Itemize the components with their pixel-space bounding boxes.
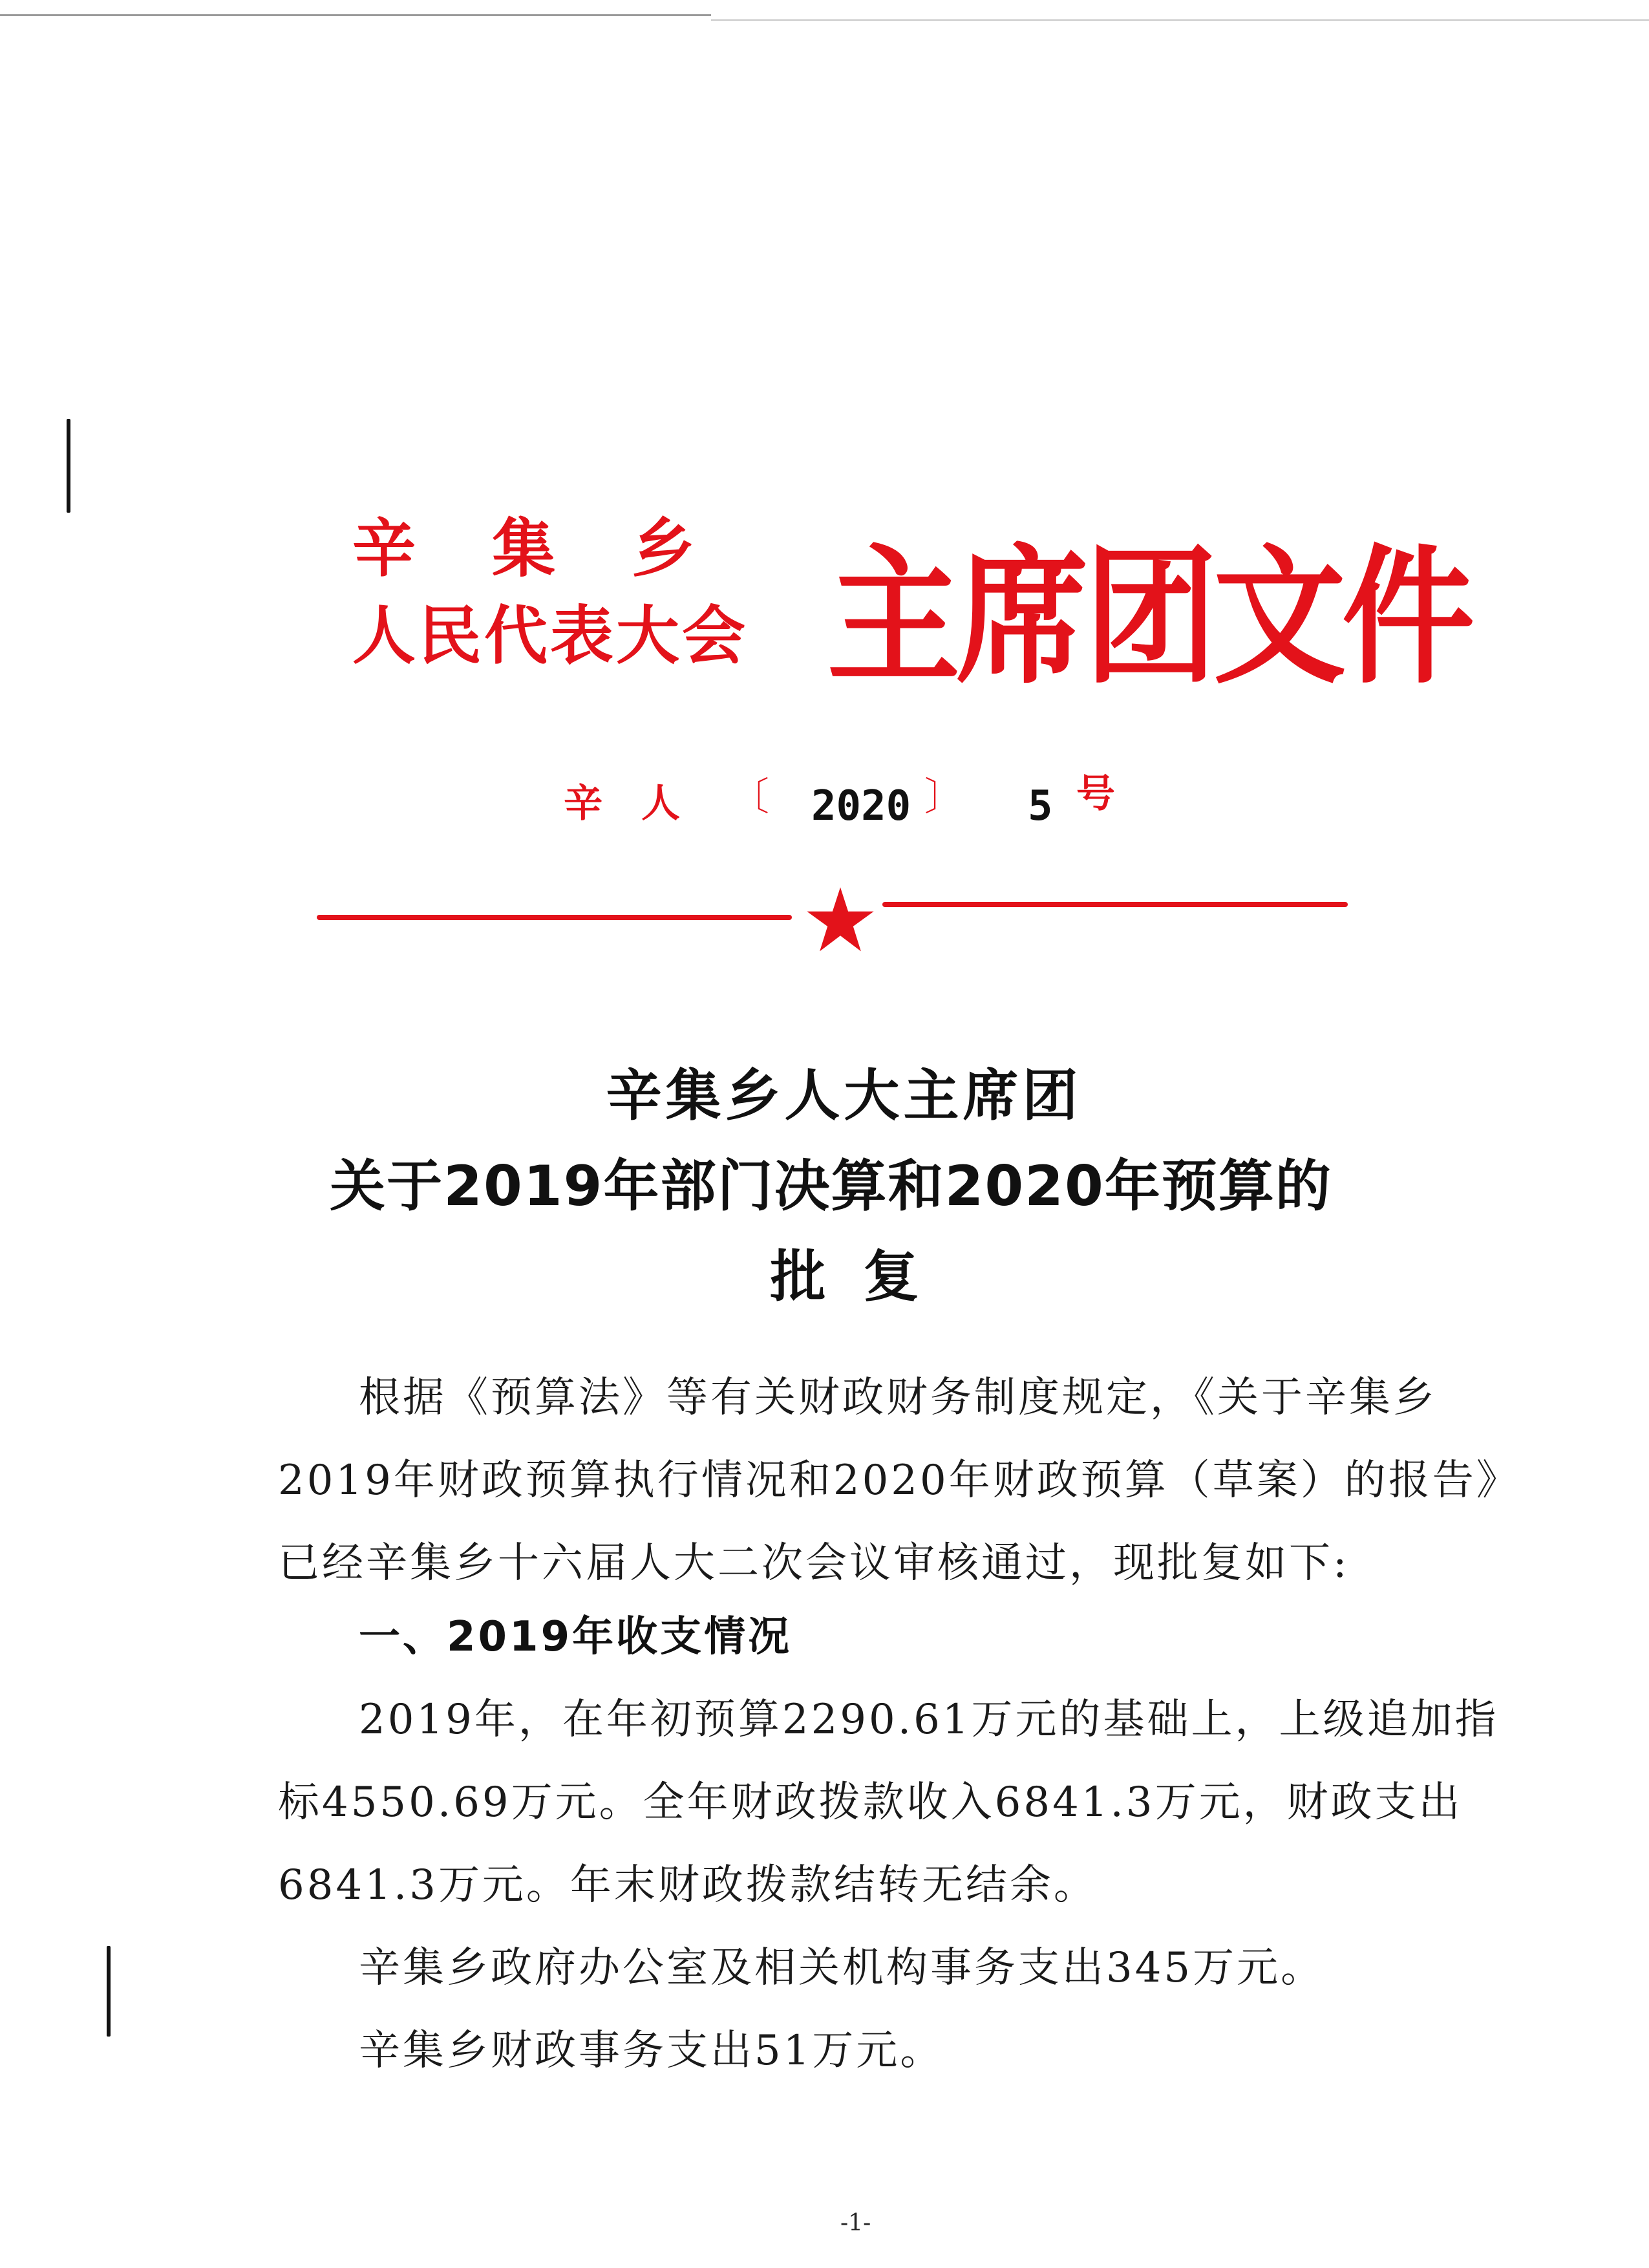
masthead-doc-type: 主席团文件 (827, 531, 1471, 705)
body-paragraph-line: 根据《预算法》等有关财政财务制度规定，《关于辛集乡 (359, 1374, 1437, 1422)
doc-number-right-bracket: 〕 (924, 775, 963, 820)
doc-title-line3: 批复 (770, 1245, 957, 1309)
body-paragraph-line: 6841.3万元。年末财政拨款结转无结余。 (278, 1861, 1098, 1909)
masthead-org-line2: 人民代表大会 (352, 599, 749, 673)
doc-title-line1: 辛集乡人大主席团 (606, 1064, 1082, 1128)
doc-number-prefix: 辛人 (564, 781, 719, 826)
red-divider-left (317, 915, 792, 920)
doc-number-suffix: 号 (1076, 771, 1115, 817)
body-paragraph-line: 辛集乡财政事务支出51万元。 (359, 2027, 944, 2075)
body-paragraph-line: 标4550.69万元。全年财政拨款收入6841.3万元，财政支出 (278, 1779, 1463, 1826)
doc-number-year: 2020 (811, 782, 911, 830)
body-paragraph-line: 辛集乡政府办公室及相关机构事务支出345万元。 (359, 1944, 1325, 1992)
body-paragraph-line: 2019年，在年初预算2290.61万元的基础上，上级追加指 (359, 1696, 1499, 1744)
scan-edge-line (711, 19, 1649, 21)
doc-number-value: 5 (1028, 782, 1053, 830)
masthead-org-line1: 辛集乡 (352, 512, 772, 586)
red-divider-right (882, 902, 1348, 907)
page-number: -1- (840, 2210, 871, 2236)
scan-edge-line (0, 14, 711, 16)
binding-mark (107, 1946, 111, 2037)
doc-number-left-bracket: 〔 (730, 775, 769, 820)
star-icon (805, 884, 876, 956)
body-paragraph-line: 已经辛集乡十六届人大二次会议审核通过，现批复如下: (278, 1539, 1350, 1587)
body-paragraph-line: 2019年财政预算执行情况和2020年财政预算（草案）的报告》 (278, 1457, 1520, 1504)
doc-title-line2: 关于2019年部门决算和2020年预算的 (330, 1154, 1332, 1219)
binding-mark (67, 419, 70, 513)
section-heading: 一、2019年收支情况 (359, 1613, 793, 1661)
